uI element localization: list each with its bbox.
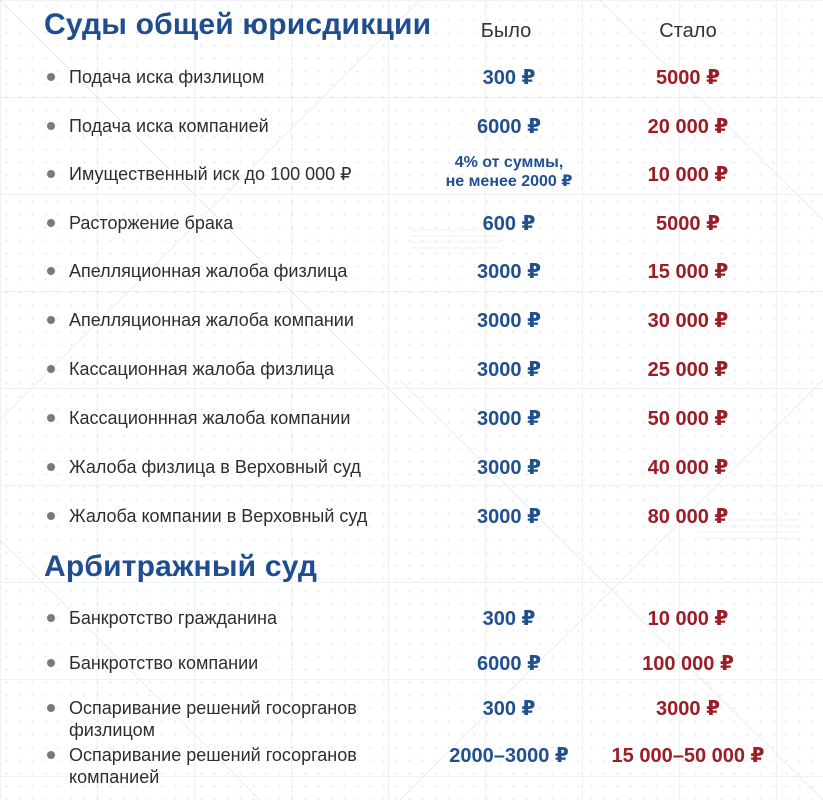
section-title-arbitration-court: Арбитражный суд xyxy=(44,550,318,583)
section-title-general-courts: Суды общей юрисдикции xyxy=(44,8,432,41)
column-header-now: Стало xyxy=(659,20,717,42)
fee-label: Банкротство гражданина xyxy=(69,608,278,628)
fee-was-value: 2000–3000 ₽ xyxy=(449,745,569,767)
fee-was-value: 300 ₽ xyxy=(482,67,536,89)
bullet-icon xyxy=(47,267,55,275)
fee-label: Подача иска физлицом xyxy=(69,67,265,87)
fee-now-value: 50 000 ₽ xyxy=(647,408,729,430)
fee-label: Жалоба компании в Верховный суд xyxy=(69,506,368,526)
fee-now-value: 80 000 ₽ xyxy=(647,506,729,528)
bullet-icon xyxy=(47,659,55,667)
fee-was-value: 3000 ₽ xyxy=(477,408,541,430)
fee-was-value: 300 ₽ xyxy=(482,698,536,720)
bullet-icon xyxy=(47,704,55,712)
fee-now-value: 10 000 ₽ xyxy=(647,164,729,186)
fee-was-value: 600 ₽ xyxy=(482,213,536,235)
fee-label: Кассационнная жалоба компании xyxy=(69,408,351,428)
fee-now-value: 20 000 ₽ xyxy=(647,116,729,138)
bullet-icon xyxy=(47,512,55,520)
fee-label: Кассационная жалоба физлица xyxy=(69,359,334,379)
fee-now-value: 25 000 ₽ xyxy=(647,359,729,381)
fee-was-value: 6000 ₽ xyxy=(477,653,541,675)
fee-now-value: 30 000 ₽ xyxy=(647,310,729,332)
fee-label: Подача иска компанией xyxy=(69,116,269,136)
fee-now-value: 3000 ₽ xyxy=(656,698,720,720)
bullet-icon xyxy=(47,219,55,227)
fee-label: Апелляционная жалоба компании xyxy=(69,310,354,330)
fee-label: Апелляционная жалоба физлица xyxy=(69,261,348,281)
bullet-icon xyxy=(47,751,55,759)
fee-label: Расторжение брака xyxy=(69,213,234,233)
fee-label: Имущественный иск до 100 000 ₽ xyxy=(69,164,352,184)
bullet-icon xyxy=(47,365,55,373)
bullet-icon xyxy=(47,122,55,130)
fee-now-value: 100 000 ₽ xyxy=(642,653,734,675)
fee-now-value: 10 000 ₽ xyxy=(647,608,729,630)
fee-label: Оспаривание решений госорганов компанией xyxy=(69,745,357,787)
bullet-icon xyxy=(47,463,55,471)
fee-now-value: 5000 ₽ xyxy=(656,213,720,235)
fee-was-value: 3000 ₽ xyxy=(477,359,541,381)
fee-was-value: 300 ₽ xyxy=(482,608,536,630)
fee-now-value: 15 000–50 000 ₽ xyxy=(611,745,765,767)
fee-label: Оспаривание решений госорганов физлицом xyxy=(69,698,357,740)
fee-was-value: 3000 ₽ xyxy=(477,506,541,528)
bullet-icon xyxy=(47,316,55,324)
bullet-icon xyxy=(47,73,55,81)
fee-label: Банкротство компании xyxy=(69,653,259,673)
bullet-icon xyxy=(47,614,55,622)
fee-was-value: 4% от суммы, не менее 2000 ₽ xyxy=(445,154,573,190)
bullet-icon xyxy=(47,414,55,422)
fee-label: Жалоба физлица в Верховный суд xyxy=(69,457,361,477)
column-header-was: Было xyxy=(480,20,532,42)
fee-was-value: 6000 ₽ xyxy=(477,116,541,138)
fee-was-value: 3000 ₽ xyxy=(477,261,541,283)
fee-now-value: 40 000 ₽ xyxy=(647,457,729,479)
fee-now-value: 15 000 ₽ xyxy=(647,261,729,283)
fee-was-value: 3000 ₽ xyxy=(477,310,541,332)
fee-was-value: 3000 ₽ xyxy=(477,457,541,479)
fee-now-value: 5000 ₽ xyxy=(656,67,720,89)
bullet-icon xyxy=(47,170,55,178)
